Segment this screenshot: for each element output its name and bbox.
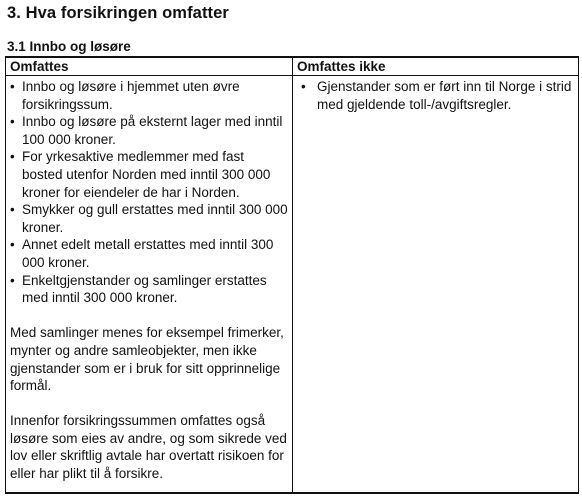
coverage-table-header-row	[6, 57, 579, 76]
subsection-title: 3.1 Innbo og løsøre	[7, 39, 131, 54]
coverage-table	[5, 56, 579, 494]
bullet-icon: •	[10, 114, 15, 130]
bullet-icon: •	[10, 202, 15, 218]
bullet-icon: •	[10, 79, 15, 94]
list-item	[297, 78, 574, 113]
list-item-text: Innbo og løsøre på eksternt lager med inntil 100 000 kroner.	[22, 114, 283, 147]
covered-list	[10, 78, 288, 307]
bullet-icon: •	[10, 149, 15, 165]
list-item-text: Enkeltgjenstander og samlinger erstattes med inntil 300 000 kroner.	[22, 272, 267, 306]
list-item	[10, 236, 288, 271]
list-item	[10, 113, 288, 148]
bullet-icon: •	[10, 237, 15, 253]
not-covered-cell	[293, 76, 579, 494]
list-item-text: Smykker og gull erstattes med inntil 300 000 kroner.	[22, 202, 288, 235]
section-title: 3. Hva forsikringen omfatter	[7, 4, 229, 22]
not-covered-list	[297, 78, 574, 113]
list-item	[10, 272, 288, 307]
collections-paragraph: Med samlinger menes for eksempel frimerker, mynter og andre samleobjekter, men ikke gjenstander som er i bruk for sitt opprinnelige formål.	[10, 325, 284, 394]
header-not-covered: Omfattes ikke	[293, 57, 579, 76]
list-item-text: Annet edelt metall erstattes med inntil 300 000 kroner.	[22, 237, 274, 270]
list-item	[10, 201, 288, 236]
third-party-paragraph: Innenfor forsikringssummen omfattes også løsøre som eies av andre, og som sikrede ved lov eller skriftlig avtale har overtatt risikoen for eller har plikt til å forsikre.	[10, 413, 287, 482]
list-item	[10, 148, 288, 201]
list-item-text: Gjenstander som er ført inn til Norge i strid med gjeldende toll-/avgiftsregler.	[317, 79, 572, 112]
coverage-table-row	[6, 76, 579, 494]
header-covered: Omfattes	[6, 57, 293, 76]
list-item	[10, 78, 288, 113]
bullet-icon: •	[301, 79, 306, 94]
list-item-text: For yrkesaktive medlemmer med fast bosted utenfor Norden med inntil 300 000 kroner for eiendeler de har i Norden.	[22, 149, 271, 200]
bullet-icon: •	[10, 272, 15, 288]
covered-cell	[6, 76, 293, 494]
list-item-text: Innbo og løsøre i hjemmet uten øvre forsikringssum.	[22, 79, 240, 112]
